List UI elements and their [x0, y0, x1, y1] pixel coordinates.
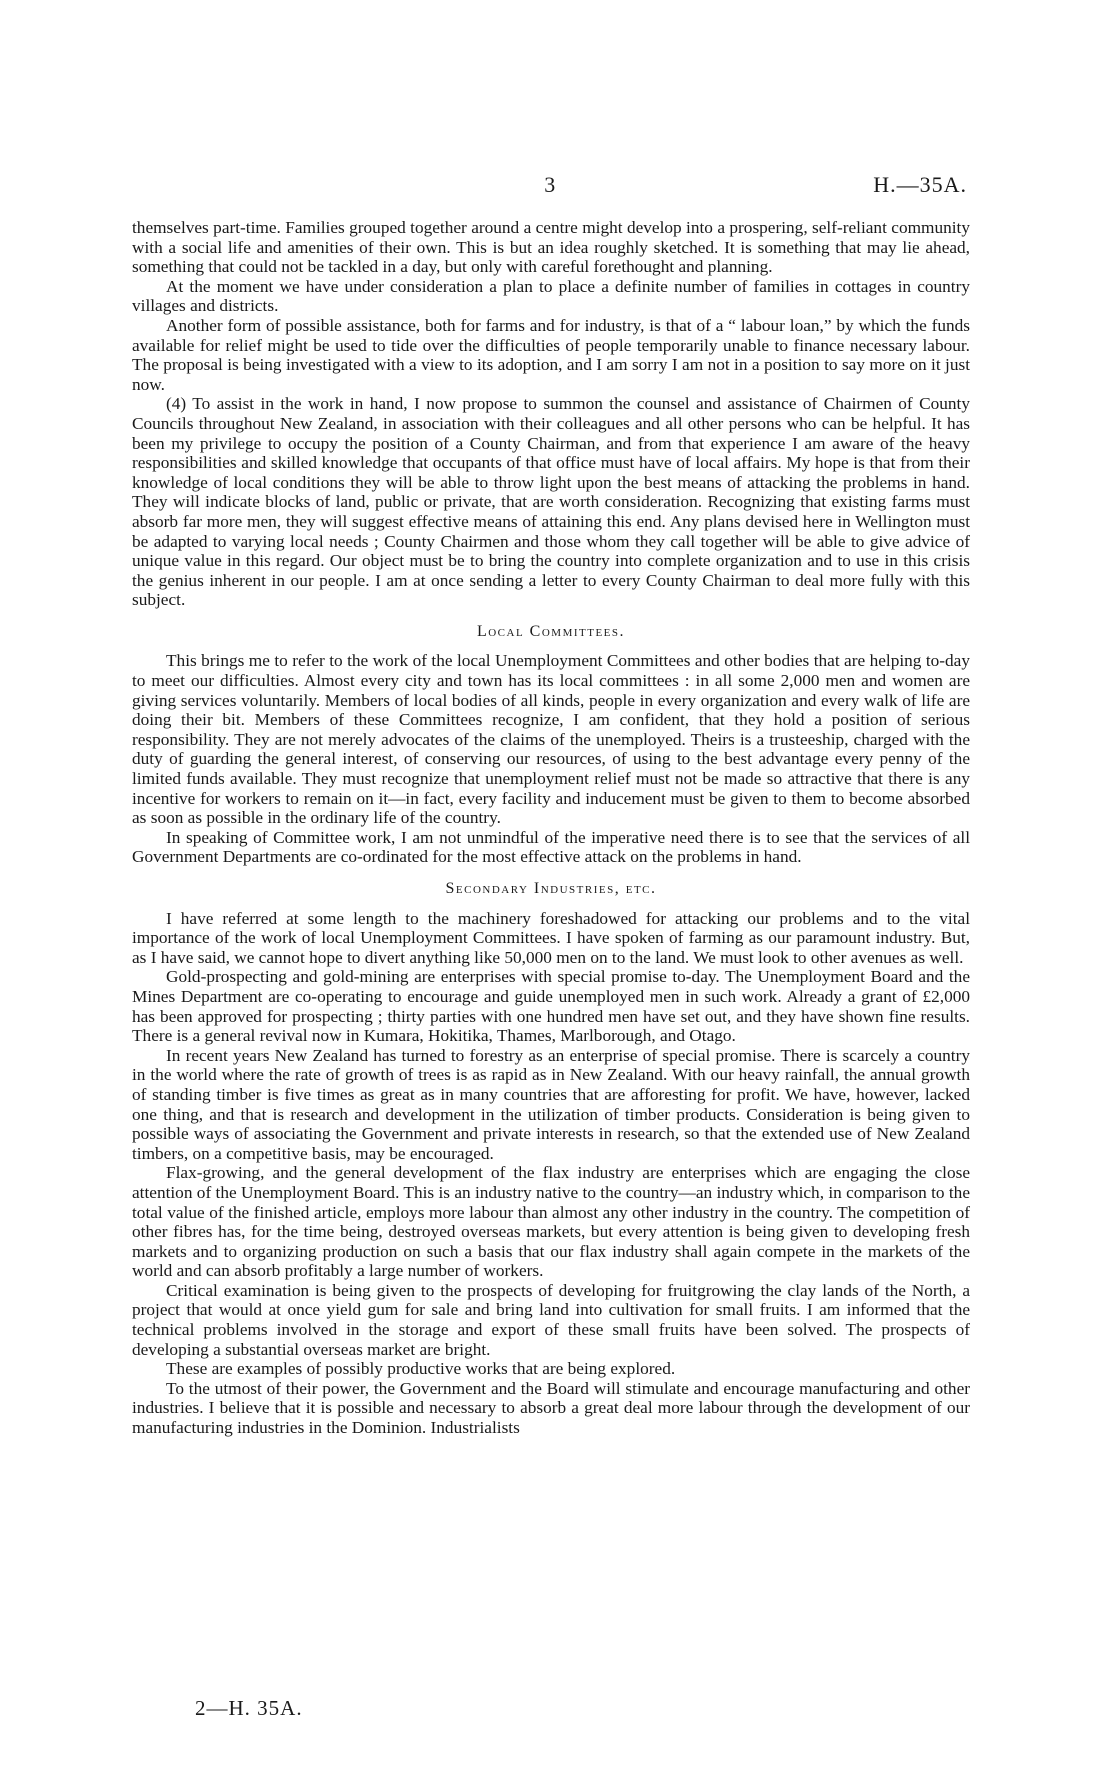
paragraph: At the moment we have under consideration a plan to place a definite number of families in cottages in country villages and districts. [132, 276, 970, 316]
footer-signature: 2—H. 35A. [195, 1696, 303, 1720]
section-heading-local-committees: Local Committees. [476, 622, 626, 640]
body-text [132, 218, 970, 1438]
paragraph: Another form of possible assistance, both for farms and for industry, is that of a “ labour loan,” by which the funds available for relief might be used to tide over the difficulties of people temporarily unable to finance necessary labour. The proposal is being investigated with a view to its adoption, and I am sorry I am not in a position to say more on it just now. [132, 315, 970, 394]
section-heading-secondary-industries: Secondary Industries, etc. [445, 880, 657, 897]
paragraph: (4) To assist in the work in hand, I now propose to summon the counsel and assistance of Chairmen of County Councils throughout New Zealand, in association with their colleagues and all other persons who can be helpful. It has been my privilege to occupy the position of a County Chairman, and from that experience I am aware of the heavy responsibilities and skilled knowledge that occupants of that office must have of local affairs. My hope is that from their knowledge of local conditions they will be able to throw light upon the best means of attacking the problems in hand. They will indicate blocks of land, public or private, that are worth consideration. Recognizing that existing farms must absorb far more men, they will suggest effective means of attaining this end. Any plans devised here in Wellington must be adapted to varying local needs ; County Chairmen and those whom they call together will be able to give advice of unique value in this regard. Our object must be to bring the country into complete organization and to use in this crisis the genius inherent in our people. I am at once sending a letter to every County Chairman to deal more fully with this subject. [132, 394, 970, 610]
paragraph: To the utmost of their power, the Government and the Board will stimulate and encourage manufacturing and other industries. I believe that it is possible and necessary to absorb a great deal more labour through the development of our manufacturing industries in the Dominion. Industrialists [132, 1378, 970, 1438]
page-number: 3 [544, 172, 556, 197]
paragraph: Gold-prospecting and gold-mining are enterprises with special promise to-day. The Unemployment Board and the Mines Department are co-operating to encourage and guide unemployed men in such work. Already a grant of £2,000 has been approved for prospecting ; thirty parties with one hundred men have set out, and they have shown fine results. There is a general revival now in Kumara, Hokitika, Thames, Marlborough, and Otago. [132, 967, 970, 1046]
document-reference: H.—35A. [873, 172, 967, 197]
paragraph: In recent years New Zealand has turned to forestry as an enterprise of special promise. There is scarcely a country in the world where the rate of growth of trees is as rapid as in New Zealand. With our heavy rainfall, the annual growth of standing timber is five times as great as in many countries that are afforesting for profit. We have, however, lacked one thing, and that is research and development in the utilization of timber products. Consideration is being given to possible ways of associating the Government and private interests in research, so that the extended use of New Zealand timbers, on a competitive basis, may be encouraged. [132, 1045, 970, 1163]
paragraph: Flax-growing, and the general development of the flax industry are enterprises which are engaging the close attention of the Unemployment Board. This is an industry native to the country—an industry which, in comparison to the total value of the finished article, employs more labour than almost any other industry in the country. The competition of other fibres has, for the time being, destroyed overseas markets, but every attention is being given to developing fresh markets and to organizing production on such a basis that our flax industry shall again compete in the markets of the world and can absorb profitably a large number of workers. [132, 1163, 970, 1281]
paragraph: Critical examination is being given to the prospects of developing for fruitgrowing the clay lands of the North, a project that would at once yield gum for sale and bring land into cultivation for small fruits. I am informed that the technical problems involved in the storage and export of these small fruits have been solved. The prospects of developing a substantial overseas market are bright. [132, 1280, 970, 1359]
paragraph: In speaking of Committee work, I am not unmindful of the imperative need there is to see that the services of all Government Departments are co-ordinated for the most effective attack on the problems in hand. [132, 827, 970, 867]
paragraph: themselves part-time. Families grouped together around a centre might develop into a prospering, self-reliant community with a social life and amenities of their own. This is but an idea roughly sketched. It is something that may lie ahead, something that could not be tackled in a day, but only with careful forethought and planning. [132, 218, 970, 277]
paragraph: This brings me to refer to the work of the local Unemployment Committees and other bodies that are helping to-day to meet our difficulties. Almost every city and town has its local committees : in all some 2,000 men and women are giving services voluntarily. Members of local bodies of all kinds, people in every organization and every walk of life are doing their bit. Members of these Committees recognize, I am confident, that they hold a position of serious responsibility. They are not merely advocates of the claims of the unemployed. Theirs is a trusteeship, charged with the duty of guarding the general interest, of conserving our resources, of using to the best advantage every penny of the limited funds available. They must recognize that unemployment relief must not be made so attractive that there is any incentive for workers to remain on it—in fact, every facility and inducement must be given to them to become absorbed as soon as possible in the ordinary life of the country. [132, 651, 970, 828]
paragraph: I have referred at some length to the machinery foreshadowed for attacking our problems and to the vital importance of the work of local Unemployment Committees. I have spoken of farming as our paramount industry. But, as I have said, we cannot hope to divert anything like 50,000 men on to the land. We must look to other avenues as well. [132, 908, 970, 967]
paragraph: These are examples of possibly productive works that are being explored. [166, 1359, 676, 1379]
